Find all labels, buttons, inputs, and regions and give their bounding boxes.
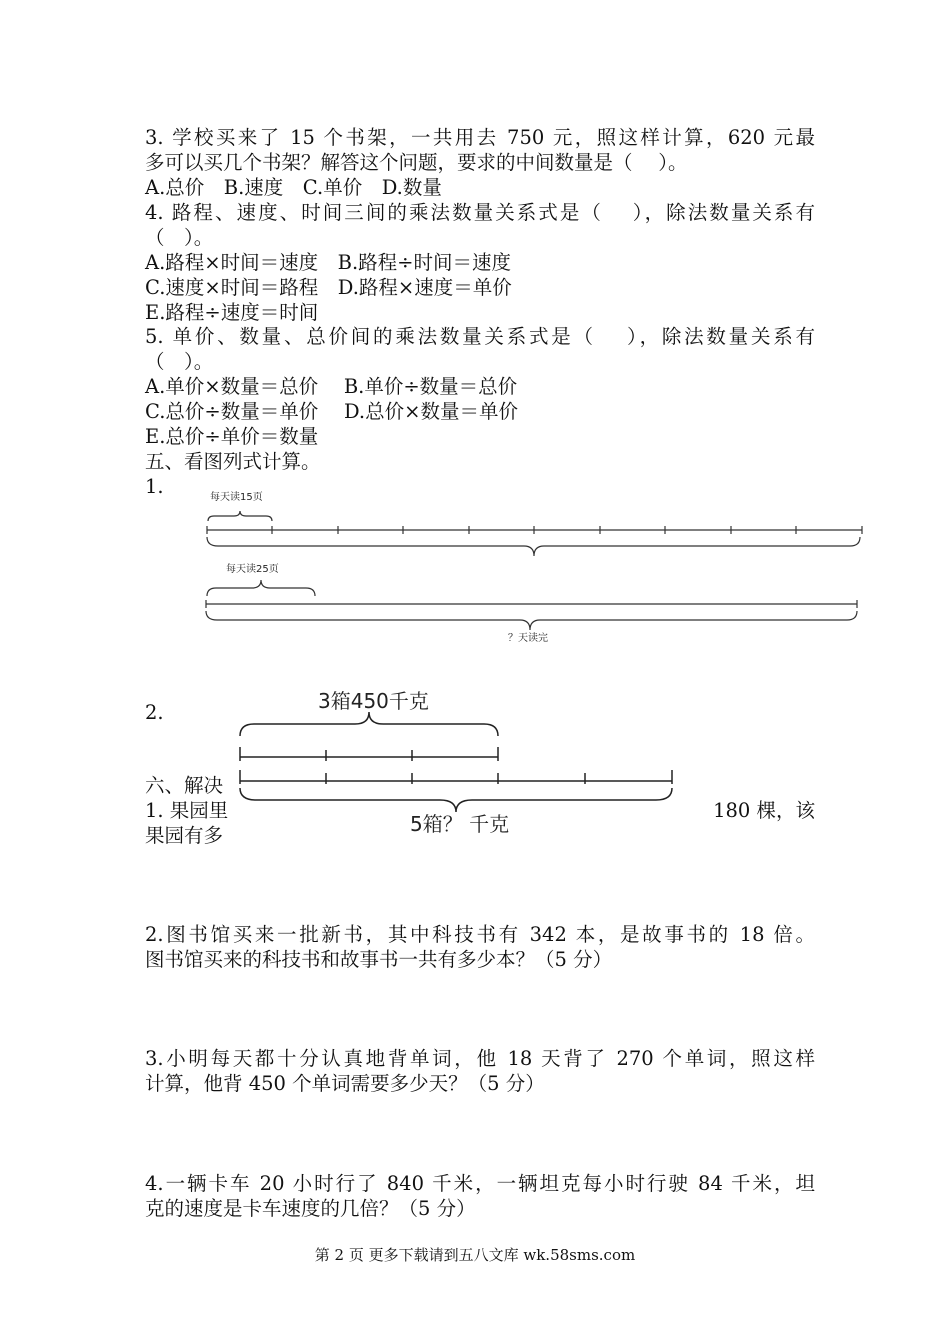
q5-line1: 5. 单价、数量、总价间的乘法数量关系式是（ ），除法数量关系有 (145, 325, 815, 348)
q4-option-ab: A.路程×时间＝速度 B.路程÷时间＝速度 (145, 251, 511, 274)
q5-option-ab: A.单价×数量＝总价 B.单价÷数量＝总价 (145, 375, 518, 398)
q4-line1: 4. 路程、速度、时间三间的乘法数量关系式是（ ），除法数量关系有 (145, 201, 815, 224)
label-5-boxes: 5箱？ 千克 (410, 812, 510, 836)
q4-option-cd: C.速度×时间＝路程 D.路程×速度＝单价 (145, 276, 512, 299)
label-25-pages: 每天读25页 (226, 564, 279, 575)
q3-line1: 3. 学校买来了 15 个书架，一共用去 750 元，照这样计算，620 元最 (145, 126, 815, 149)
label-3-boxes: 3箱450千克 (318, 689, 429, 713)
s6-q3-line1: 3.小明每天都十分认真地背单词，他 18 天背了 270 个单词，照这样 (145, 1047, 815, 1070)
section5-title: 五、看图列式计算。 (145, 450, 321, 473)
s6-q2-line2: 图书馆买来的科技书和故事书一共有多少本？（5 分） (145, 948, 613, 971)
s6-q1-line1-left: 1. 果园里 (145, 799, 229, 822)
s6-q4-line2: 克的速度是卡车速度的几倍？（5 分） (145, 1197, 476, 1220)
q5-option-cd: C.总价÷数量＝单价 D.总价×数量＝单价 (145, 400, 518, 423)
s6-q1-line2: 果园有多 (145, 824, 224, 847)
page-footer: 第 2 页 更多下载请到五八文库 wk.58sms.com (314, 1246, 636, 1264)
s6-q2-line1: 2.图书馆买来一批新书，其中科技书有 342 本，是故事书的 18 倍。 (145, 923, 815, 946)
problem1-number: 1. (145, 475, 164, 498)
s6-q1-line1-right: 180 棵，该 (713, 799, 815, 822)
section6-title: 六、解决 (145, 774, 224, 797)
q4-option-e: E.路程÷速度＝时间 (145, 301, 319, 324)
label-15-pages: 每天读15页 (210, 492, 263, 503)
label-days: ？天读完 (508, 633, 548, 644)
s6-q3-line2: 计算，他背 450 个单词需要多少天？（5 分） (145, 1072, 545, 1095)
q3-line2: 多可以买几个书架？解答这个问题，要求的中间数量是（ ）。 (145, 151, 688, 174)
q5-option-e: E.总价÷单价＝数量 (145, 425, 319, 448)
q3-options: A.总价 B.速度 C.单价 D.数量 (145, 176, 442, 199)
q5-line2: （ ）。 (145, 350, 214, 373)
q4-line2: （ ）。 (145, 226, 214, 249)
problem2-number: 2. (145, 701, 164, 724)
s6-q4-line1: 4.一辆卡车 20 小时行了 840 千米，一辆坦克每小时行驶 84 千米，坦 (145, 1172, 815, 1195)
